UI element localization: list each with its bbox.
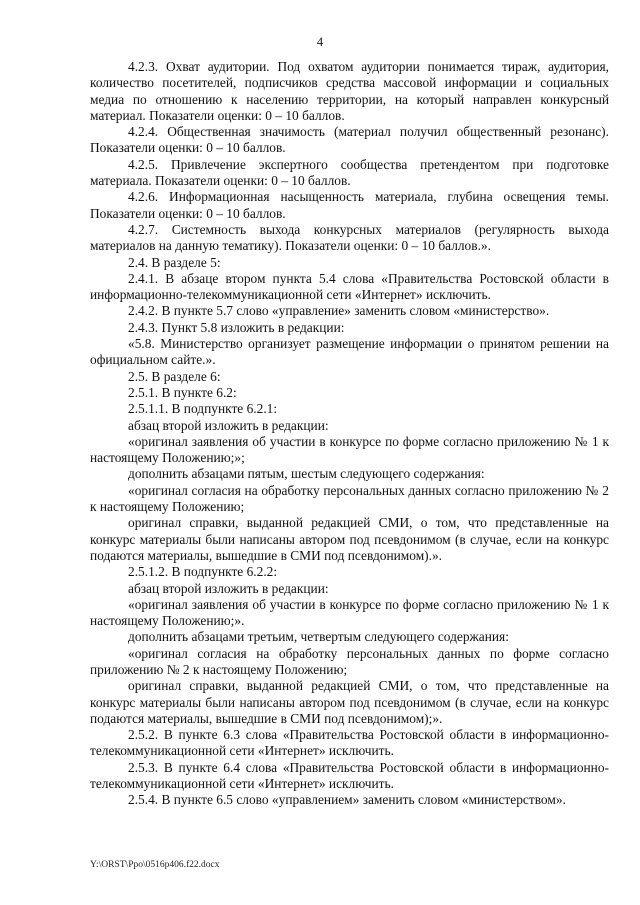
paragraph-abzac-vtoroy-1: абзац второй изложить в редакции:	[128, 417, 329, 433]
paragraph-2-5-1-1: 2.5.1.1. В подпункте 6.2.1:	[128, 401, 278, 417]
paragraph-2-5-3: 2.5.3. В пункте 6.4 слова «Правительства Ростовской области в информационно-телекоммуникационной сети «Интернет» исключить.	[90, 759, 609, 792]
paragraph-spravka-2: оригинал справки, выданной редакцией СМИ, о том, что представленные на конкурс материалы были написаны автором под псевдонимом (в случае, если на конкурс подаются материалы, вышедшие в СМИ под псевдонимом);».	[90, 678, 609, 726]
paragraph-spravka-1: оригинал справки, выданной редакцией СМИ, о том, что представленные на конкурс материалы были написаны автором под псевдонимом (в случае, если на конкурс подаются материалы, вышедшие в СМИ под псевдонимом).».	[90, 515, 609, 563]
paragraph-dopolnit-2: дополнить абзацами третьим, четвертым следующего содержания:	[128, 629, 509, 645]
paragraph-2-4-2: 2.4.2. В пункте 5.7 слово «управление» заменить словом «министерство».	[128, 303, 550, 319]
paragraph-2-5-1: 2.5.1. В пункте 6.2:	[128, 384, 237, 400]
page-number: 4	[316, 35, 324, 49]
footer-file-path: Y:\ORST\Ppo\0516p406.f22.docx	[90, 860, 220, 870]
paragraph-4-2-7: 4.2.7. Системность выхода конкурсных материалов (регулярность выхода материалов на данную тематику). Показатели оценки: 0 – 10 баллов.».	[90, 221, 609, 254]
paragraph-quote-soglasie-1: «оригинал согласия на обработку персональных данных согласно приложению № 2 к настоящему Положению;	[90, 482, 609, 515]
paragraph-quote-zayavlenie-1: «оригинал заявления об участии в конкурсе по форме согласно приложению № 1 к настоящему Положению;»;	[90, 433, 609, 466]
paragraph-4-2-4: 4.2.4. Общественная значимость (материал получил общественный резонанс). Показатели оценки: 0 – 10 баллов.	[90, 124, 609, 156]
document-body	[90, 59, 609, 809]
paragraph-dopolnit-1: дополнить абзацами пятым, шестым следующего содержания:	[128, 466, 485, 482]
paragraph-2-4: 2.4. В разделе 5:	[128, 254, 221, 270]
paragraph-2-4-1: 2.4.1. В абзаце втором пункта 5.4 слова «Правительства Ростовской области в информационно-телекоммуникационной сети «Интернет» исключить.	[90, 270, 609, 303]
paragraph-4-2-5: 4.2.5. Привлечение экспертного сообщества претендентом при подготовке материала. Показатели оценки: 0 – 10 баллов.	[90, 156, 609, 189]
paragraph-4-2-3: 4.2.3. Охват аудитории. Под охватом аудитории понимается тираж, аудитория, количество посетителей, подписчиков средства массовой информации и социальных медиа по отношению к населению территории, на который направлен конкурсный материал. Показатели оценки: 0 – 10 баллов.	[90, 59, 609, 123]
paragraph-quote-soglasie-2: «оригинал согласия на обработку персональных данных по форме согласно приложению № 2 к настоящему Положению;	[90, 645, 609, 677]
paragraph-2-5: 2.5. В разделе 6:	[128, 368, 221, 384]
paragraph-2-5-4: 2.5.4. В пункте 6.5 слово «управлением» заменить словом «министерством».	[128, 792, 566, 808]
paragraph-2-5-2: 2.5.2. В пункте 6.3 слова «Правительства Ростовской области в информационно-телекоммуникационной сети «Интернет» исключить.	[90, 727, 609, 759]
paragraph-2-5-1-2: 2.5.1.2. В подпункте 6.2.2:	[128, 564, 278, 580]
paragraph-2-4-3: 2.4.3. Пункт 5.8 изложить в редакции:	[128, 319, 345, 335]
paragraph-quote-zayavlenie-2: «оригинал заявления об участии в конкурсе по форме согласно приложению № 1 к настоящему Положению;».	[90, 596, 609, 629]
paragraph-4-2-6: 4.2.6. Информационная насыщенность материала, глубина освещения темы. Показатели оценки: 0 – 10 баллов.	[90, 189, 609, 221]
paragraph-abzac-vtoroy-2: абзац второй изложить в редакции:	[128, 580, 329, 596]
paragraph-5-8-quote: «5.8. Министерство организует размещение информации о принятом решении на официальном сайте.».	[90, 336, 609, 368]
